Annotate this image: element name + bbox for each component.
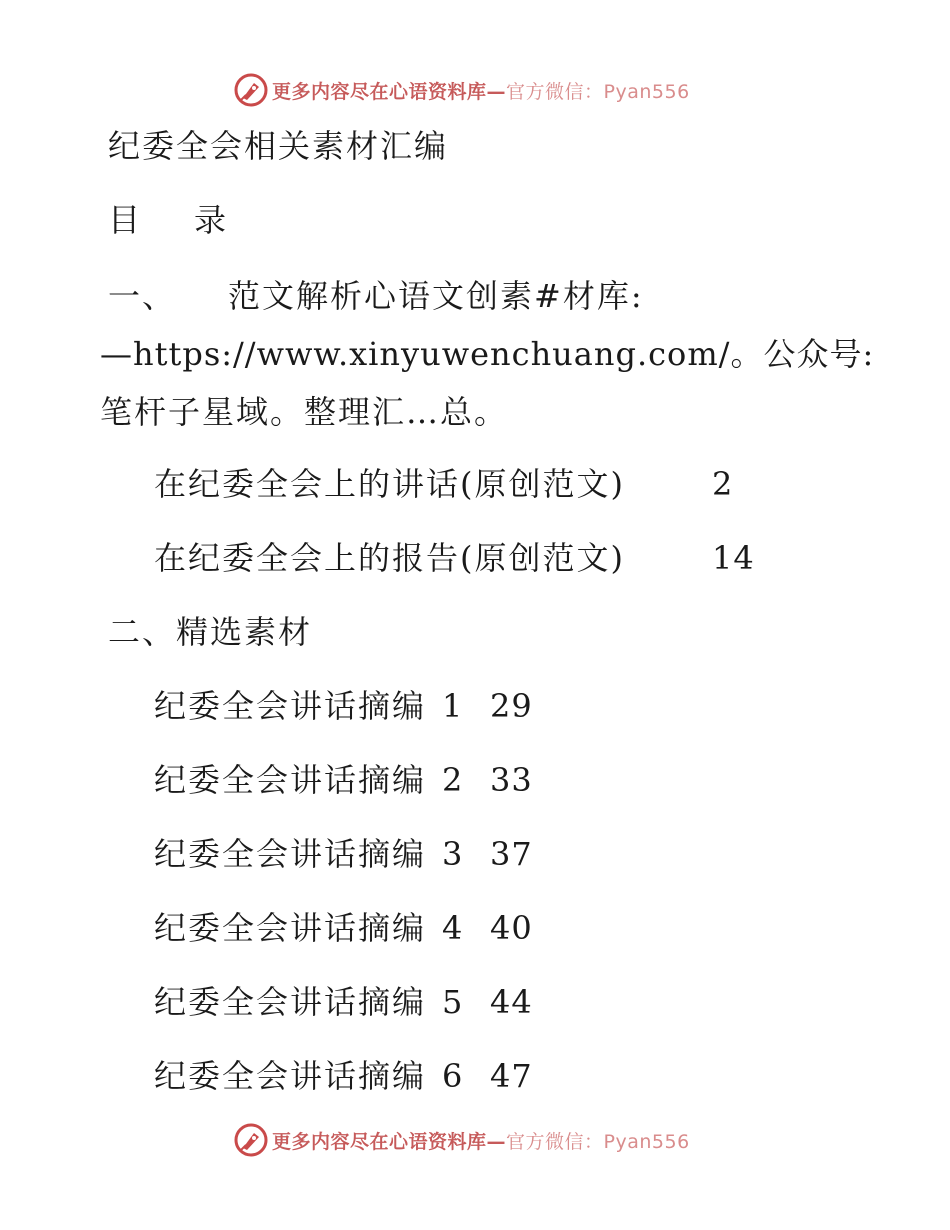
toc-entry-label: 纪委全会讲话摘编 xyxy=(154,983,427,1021)
toc-entry-index: 5 xyxy=(442,983,465,1021)
toc-entry-label: 纪委全会讲话摘编 xyxy=(154,909,427,947)
watermark-banner-bottom xyxy=(234,1122,690,1158)
toc-entry-index: 6 xyxy=(442,1057,465,1095)
pen-nib-logo-icon xyxy=(234,73,268,107)
toc-entry-index: 2 xyxy=(442,761,465,799)
section-2-heading: 二、精选素材 xyxy=(108,613,313,651)
toc-entry-page: 2 xyxy=(712,465,734,503)
toc-entry-page: 29 xyxy=(490,687,533,725)
toc-entry-index: 1 xyxy=(442,687,465,725)
toc-entry-page: 47 xyxy=(490,1057,533,1095)
toc-entry-page: 40 xyxy=(490,909,533,947)
toc-heading: 目 录 xyxy=(108,201,229,239)
toc-entry-label: 纪委全会讲话摘编 xyxy=(154,761,427,799)
toc-entry-label: 在纪委全会上的报告(原创范文) xyxy=(154,539,625,577)
pen-nib-logo-icon xyxy=(234,1123,268,1157)
toc-entry-index: 4 xyxy=(442,909,465,947)
watermark-banner-top xyxy=(234,72,690,108)
section-1-url-line: —https://www.xinyuwenchuang.com/。公众号: xyxy=(100,335,875,373)
toc-entry-index: 3 xyxy=(442,835,465,873)
toc-entry-page: 44 xyxy=(490,983,533,1021)
toc-entry-label: 纪委全会讲话摘编 xyxy=(154,687,427,725)
document-title: 纪委全会相关素材汇编 xyxy=(108,127,449,165)
watermark-text: 更多内容尽在心语资料库—官方微信：Pyan556 xyxy=(272,80,690,103)
toc-entry-page: 14 xyxy=(712,539,755,577)
toc-entry-page: 37 xyxy=(490,835,533,873)
toc-entry-label: 纪委全会讲话摘编 xyxy=(154,835,427,873)
toc-entry-label: 纪委全会讲话摘编 xyxy=(154,1057,427,1095)
section-1-heading: 一、 范文解析心语文创素#材库: xyxy=(108,277,644,315)
toc-entry-page: 33 xyxy=(490,761,533,799)
watermark-text: 更多内容尽在心语资料库—官方微信：Pyan556 xyxy=(272,1130,690,1153)
section-1-note-line: 笔杆子星域。整理汇…总。 xyxy=(100,393,509,431)
toc-entry-label: 在纪委全会上的讲话(原创范文) xyxy=(154,465,625,503)
